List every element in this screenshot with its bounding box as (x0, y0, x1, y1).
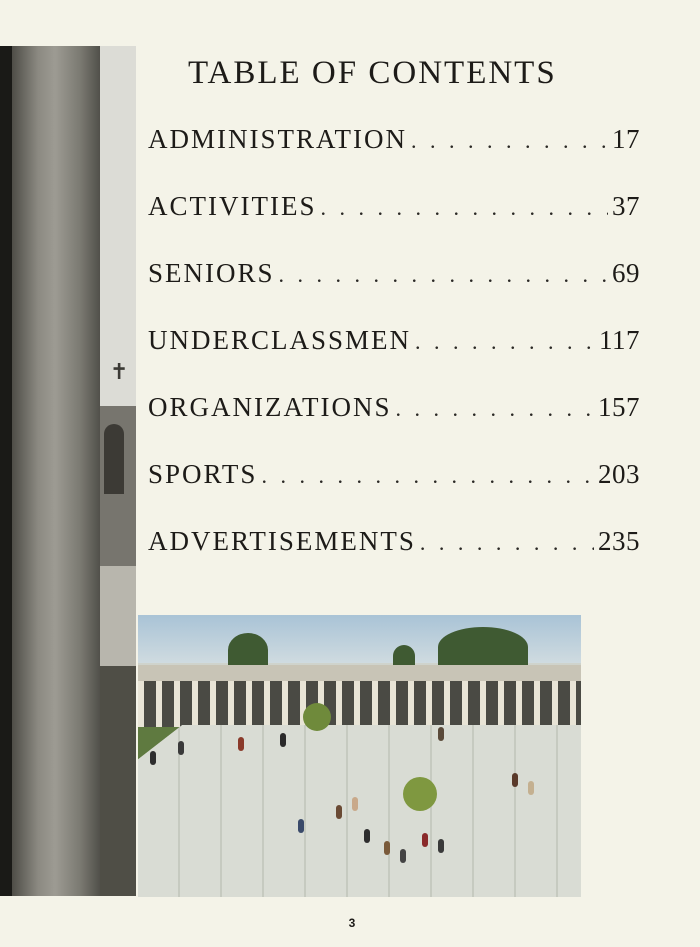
dot-leader (411, 128, 608, 154)
walkway (100, 566, 136, 666)
person (384, 841, 390, 855)
pillar (0, 46, 100, 896)
toc-entry-page: 17 (612, 124, 640, 154)
toc-entry-label: SPORTS (148, 459, 258, 489)
distant-tree (393, 645, 415, 667)
courtyard-arcade (138, 681, 581, 731)
toc-entry-page: 37 (612, 191, 640, 221)
toc-entry-page: 203 (598, 459, 640, 489)
person (336, 805, 342, 819)
sky (100, 46, 136, 406)
toc-entry-page: 157 (598, 392, 640, 422)
person (298, 819, 304, 833)
person (438, 727, 444, 741)
toc-entry-label: SENIORS (148, 258, 275, 288)
dot-leader (261, 463, 594, 489)
toc-entry[interactable] (148, 325, 640, 392)
toc-entry-label: ADMINISTRATION (148, 124, 407, 154)
courtyard-tree (403, 777, 437, 811)
cross-icon: ✝ (110, 360, 129, 385)
person (238, 737, 244, 751)
toc-entry[interactable] (148, 526, 640, 593)
toc-entry[interactable] (148, 124, 640, 191)
lawn (100, 666, 136, 896)
person (280, 733, 286, 747)
toc-entry-label: ADVERTISEMENTS (148, 526, 416, 556)
toc-entry[interactable] (148, 191, 640, 258)
person (438, 839, 444, 853)
toc-entry-label: UNDERCLASSMEN (148, 325, 412, 355)
page-title: TABLE OF CONTENTS (188, 55, 557, 91)
courtyard-tree (303, 703, 331, 731)
dot-leader (279, 262, 608, 288)
toc-entry-page: 235 (598, 526, 640, 556)
person (400, 849, 406, 863)
person (150, 751, 156, 765)
toc-entry-label: ACTIVITIES (148, 191, 317, 221)
dot-leader (415, 329, 595, 355)
campus-pillar-photo (0, 46, 136, 896)
toc-entry[interactable] (148, 258, 640, 325)
distant-tree (438, 627, 528, 667)
person (352, 797, 358, 811)
contents-list (148, 124, 640, 593)
arch (104, 424, 124, 494)
page-number: 3 (348, 916, 356, 930)
toc-entry-page: 69 (612, 258, 640, 288)
dot-leader (320, 195, 608, 221)
courtyard-photo (138, 615, 581, 897)
person (512, 773, 518, 787)
toc-entry-label: ORGANIZATIONS (148, 392, 392, 422)
toc-entry[interactable] (148, 459, 640, 526)
distant-tree (228, 633, 268, 667)
courtyard-plaza (138, 725, 581, 897)
dot-leader (396, 396, 595, 422)
person (422, 833, 428, 847)
person (364, 829, 370, 843)
toc-entry[interactable] (148, 392, 640, 459)
toc-entry-page: 117 (599, 325, 640, 355)
dot-leader (420, 530, 594, 556)
person (178, 741, 184, 755)
person (528, 781, 534, 795)
pillar-shadow (0, 46, 12, 896)
